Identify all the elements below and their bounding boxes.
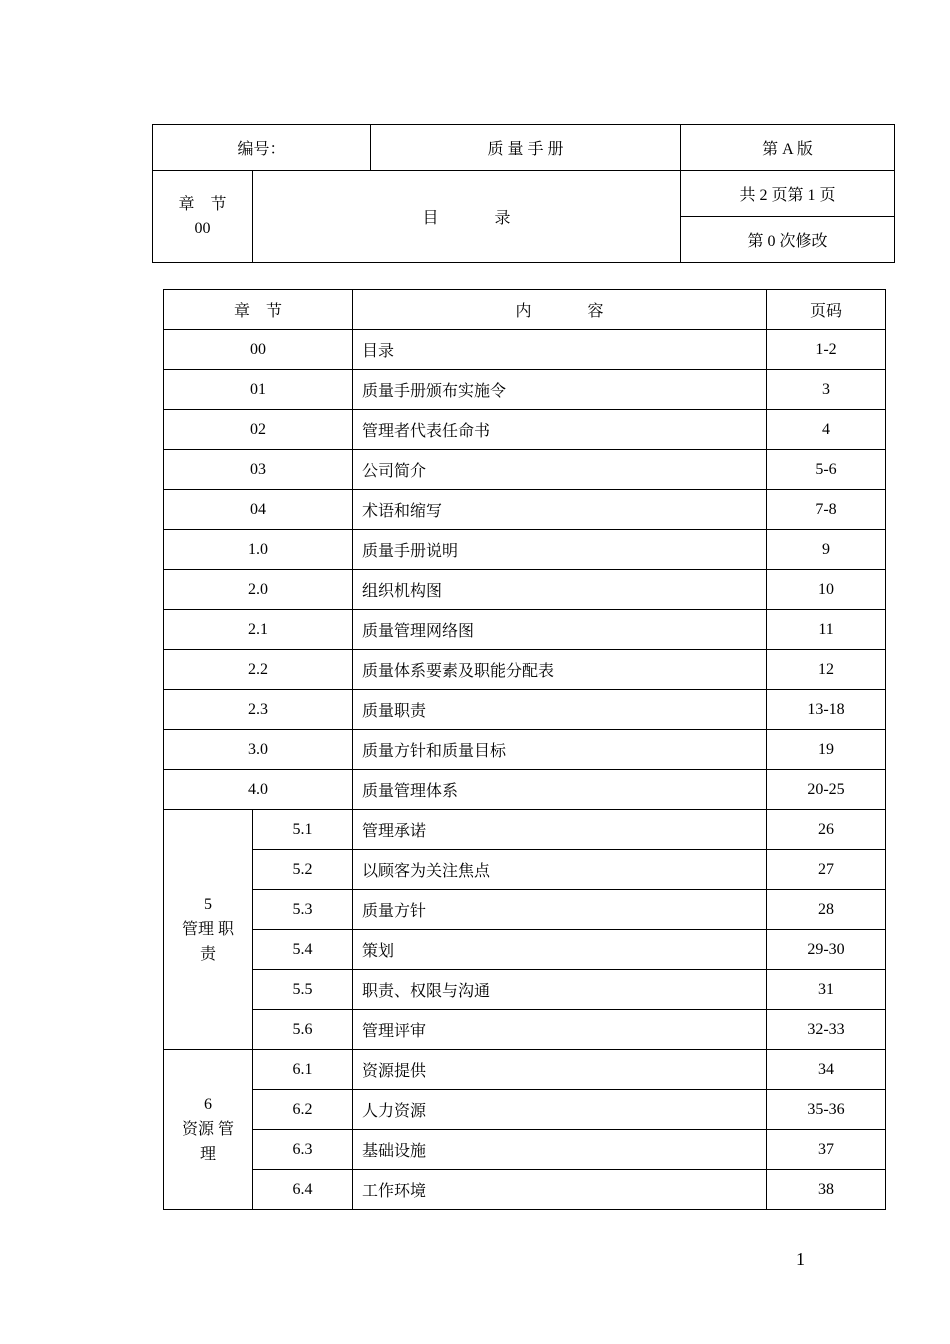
- row-page: 9: [767, 530, 886, 570]
- row-chapter: 02: [164, 410, 353, 450]
- table-row: [164, 1170, 886, 1210]
- row-chapter: 1.0: [164, 530, 353, 570]
- row-section: 5.3: [253, 890, 353, 930]
- row-content: 质量体系要素及职能分配表: [353, 650, 767, 690]
- row-page: 34: [767, 1050, 886, 1090]
- row-chapter: 2.0: [164, 570, 353, 610]
- row-content: 质量方针: [353, 890, 767, 930]
- row-content: 质量手册颁布实施令: [353, 370, 767, 410]
- row-chapter: 2.2: [164, 650, 353, 690]
- row-page: 7-8: [767, 490, 886, 530]
- row-section: 5.2: [253, 850, 353, 890]
- row-page: 31: [767, 970, 886, 1010]
- row-content: 术语和缩写: [353, 490, 767, 530]
- row-section: 5.5: [253, 970, 353, 1010]
- row-chapter: 3.0: [164, 730, 353, 770]
- table-row: [164, 1010, 886, 1050]
- section-title: 目 录: [253, 171, 681, 263]
- row-content: 质量职责: [353, 690, 767, 730]
- row-page: 19: [767, 730, 886, 770]
- pages-info: 共 2 页第 1 页: [681, 171, 895, 217]
- row-content: 资源提供: [353, 1050, 767, 1090]
- row-chapter: 04: [164, 490, 353, 530]
- row-content: 质量管理体系: [353, 770, 767, 810]
- table-row: [164, 1090, 886, 1130]
- table-row: [164, 730, 886, 770]
- row-section: 6.1: [253, 1050, 353, 1090]
- table-row: [164, 770, 886, 810]
- row-content: 职责、权限与沟通: [353, 970, 767, 1010]
- row-page: 37: [767, 1130, 886, 1170]
- group6-chapter-cell: [164, 1050, 253, 1210]
- row-page: 35-36: [767, 1090, 886, 1130]
- row-page: 29-30: [767, 930, 886, 970]
- column-header-page: 页码: [767, 290, 886, 330]
- table-row: [164, 530, 886, 570]
- manual-title: 质 量 手 册: [371, 125, 681, 171]
- row-page: 3: [767, 370, 886, 410]
- document-code-label: 编号：: [153, 125, 371, 171]
- table-row: [164, 490, 886, 530]
- row-page: 11: [767, 610, 886, 650]
- table-row: [164, 690, 886, 730]
- row-section: 6.3: [253, 1130, 353, 1170]
- row-content: 基础设施: [353, 1130, 767, 1170]
- group5-number: 5: [204, 896, 212, 913]
- row-page: 38: [767, 1170, 886, 1210]
- page-number: 1: [796, 1249, 805, 1269]
- row-page: 10: [767, 570, 886, 610]
- row-chapter: 4.0: [164, 770, 353, 810]
- row-page: 1-2: [767, 330, 886, 370]
- column-header-content: 内 容: [353, 290, 767, 330]
- row-page: 26: [767, 810, 886, 850]
- row-page: 28: [767, 890, 886, 930]
- table-row: [164, 450, 886, 490]
- table-row: [164, 930, 886, 970]
- row-content: 质量管理网络图: [353, 610, 767, 650]
- row-content: 组织机构图: [353, 570, 767, 610]
- table-of-contents: [163, 289, 886, 1210]
- group6-number: 6: [204, 1096, 212, 1113]
- table-row: [164, 610, 886, 650]
- edition-label: 第 A 版: [681, 125, 895, 171]
- row-content: 公司简介: [353, 450, 767, 490]
- row-content: 质量手册说明: [353, 530, 767, 570]
- row-content: 策划: [353, 930, 767, 970]
- table-row: [164, 410, 886, 450]
- table-row: [164, 330, 886, 370]
- table-row: [164, 850, 886, 890]
- revision-info: 第 0 次修改: [681, 217, 895, 263]
- table-row: [164, 650, 886, 690]
- row-content: 管理承诺: [353, 810, 767, 850]
- table-row: [164, 890, 886, 930]
- chapter-label: 章 节: [178, 195, 227, 213]
- row-section: 5.6: [253, 1010, 353, 1050]
- row-page: 5-6: [767, 450, 886, 490]
- row-content: 工作环境: [353, 1170, 767, 1210]
- row-content: 管理评审: [353, 1010, 767, 1050]
- row-page: 12: [767, 650, 886, 690]
- row-section: 5.1: [253, 810, 353, 850]
- row-content: 人力资源: [353, 1090, 767, 1130]
- row-chapter: 03: [164, 450, 353, 490]
- group5-title-line1: 管理 职: [181, 921, 234, 938]
- group6-title-line2: 理: [199, 1146, 216, 1163]
- row-page: 32-33: [767, 1010, 886, 1050]
- table-row: [164, 970, 886, 1010]
- document-header-table: [152, 124, 895, 263]
- row-content: 目录: [353, 330, 767, 370]
- row-content: 以顾客为关注焦点: [353, 850, 767, 890]
- row-page: 4: [767, 410, 886, 450]
- table-row: [164, 570, 886, 610]
- row-chapter: 00: [164, 330, 353, 370]
- row-page: 20-25: [767, 770, 886, 810]
- chapter-cell: [153, 171, 253, 263]
- chapter-value: 00: [194, 219, 211, 237]
- group5-chapter-cell: [164, 810, 253, 1050]
- row-section: 6.2: [253, 1090, 353, 1130]
- row-section: 5.4: [253, 930, 353, 970]
- table-row: [164, 810, 886, 850]
- group5-title-line2: 责: [199, 946, 216, 963]
- row-chapter: 2.3: [164, 690, 353, 730]
- column-header-chapter: 章 节: [164, 290, 353, 330]
- group6-title-line1: 资源 管: [181, 1121, 234, 1138]
- row-chapter: 01: [164, 370, 353, 410]
- table-row: [164, 1130, 886, 1170]
- row-content: 管理者代表任命书: [353, 410, 767, 450]
- table-row: [164, 1050, 886, 1090]
- toc-header-row: [164, 290, 886, 330]
- row-page: 13-18: [767, 690, 886, 730]
- row-page: 27: [767, 850, 886, 890]
- row-content: 质量方针和质量目标: [353, 730, 767, 770]
- row-section: 6.4: [253, 1170, 353, 1210]
- row-chapter: 2.1: [164, 610, 353, 650]
- table-row: [164, 370, 886, 410]
